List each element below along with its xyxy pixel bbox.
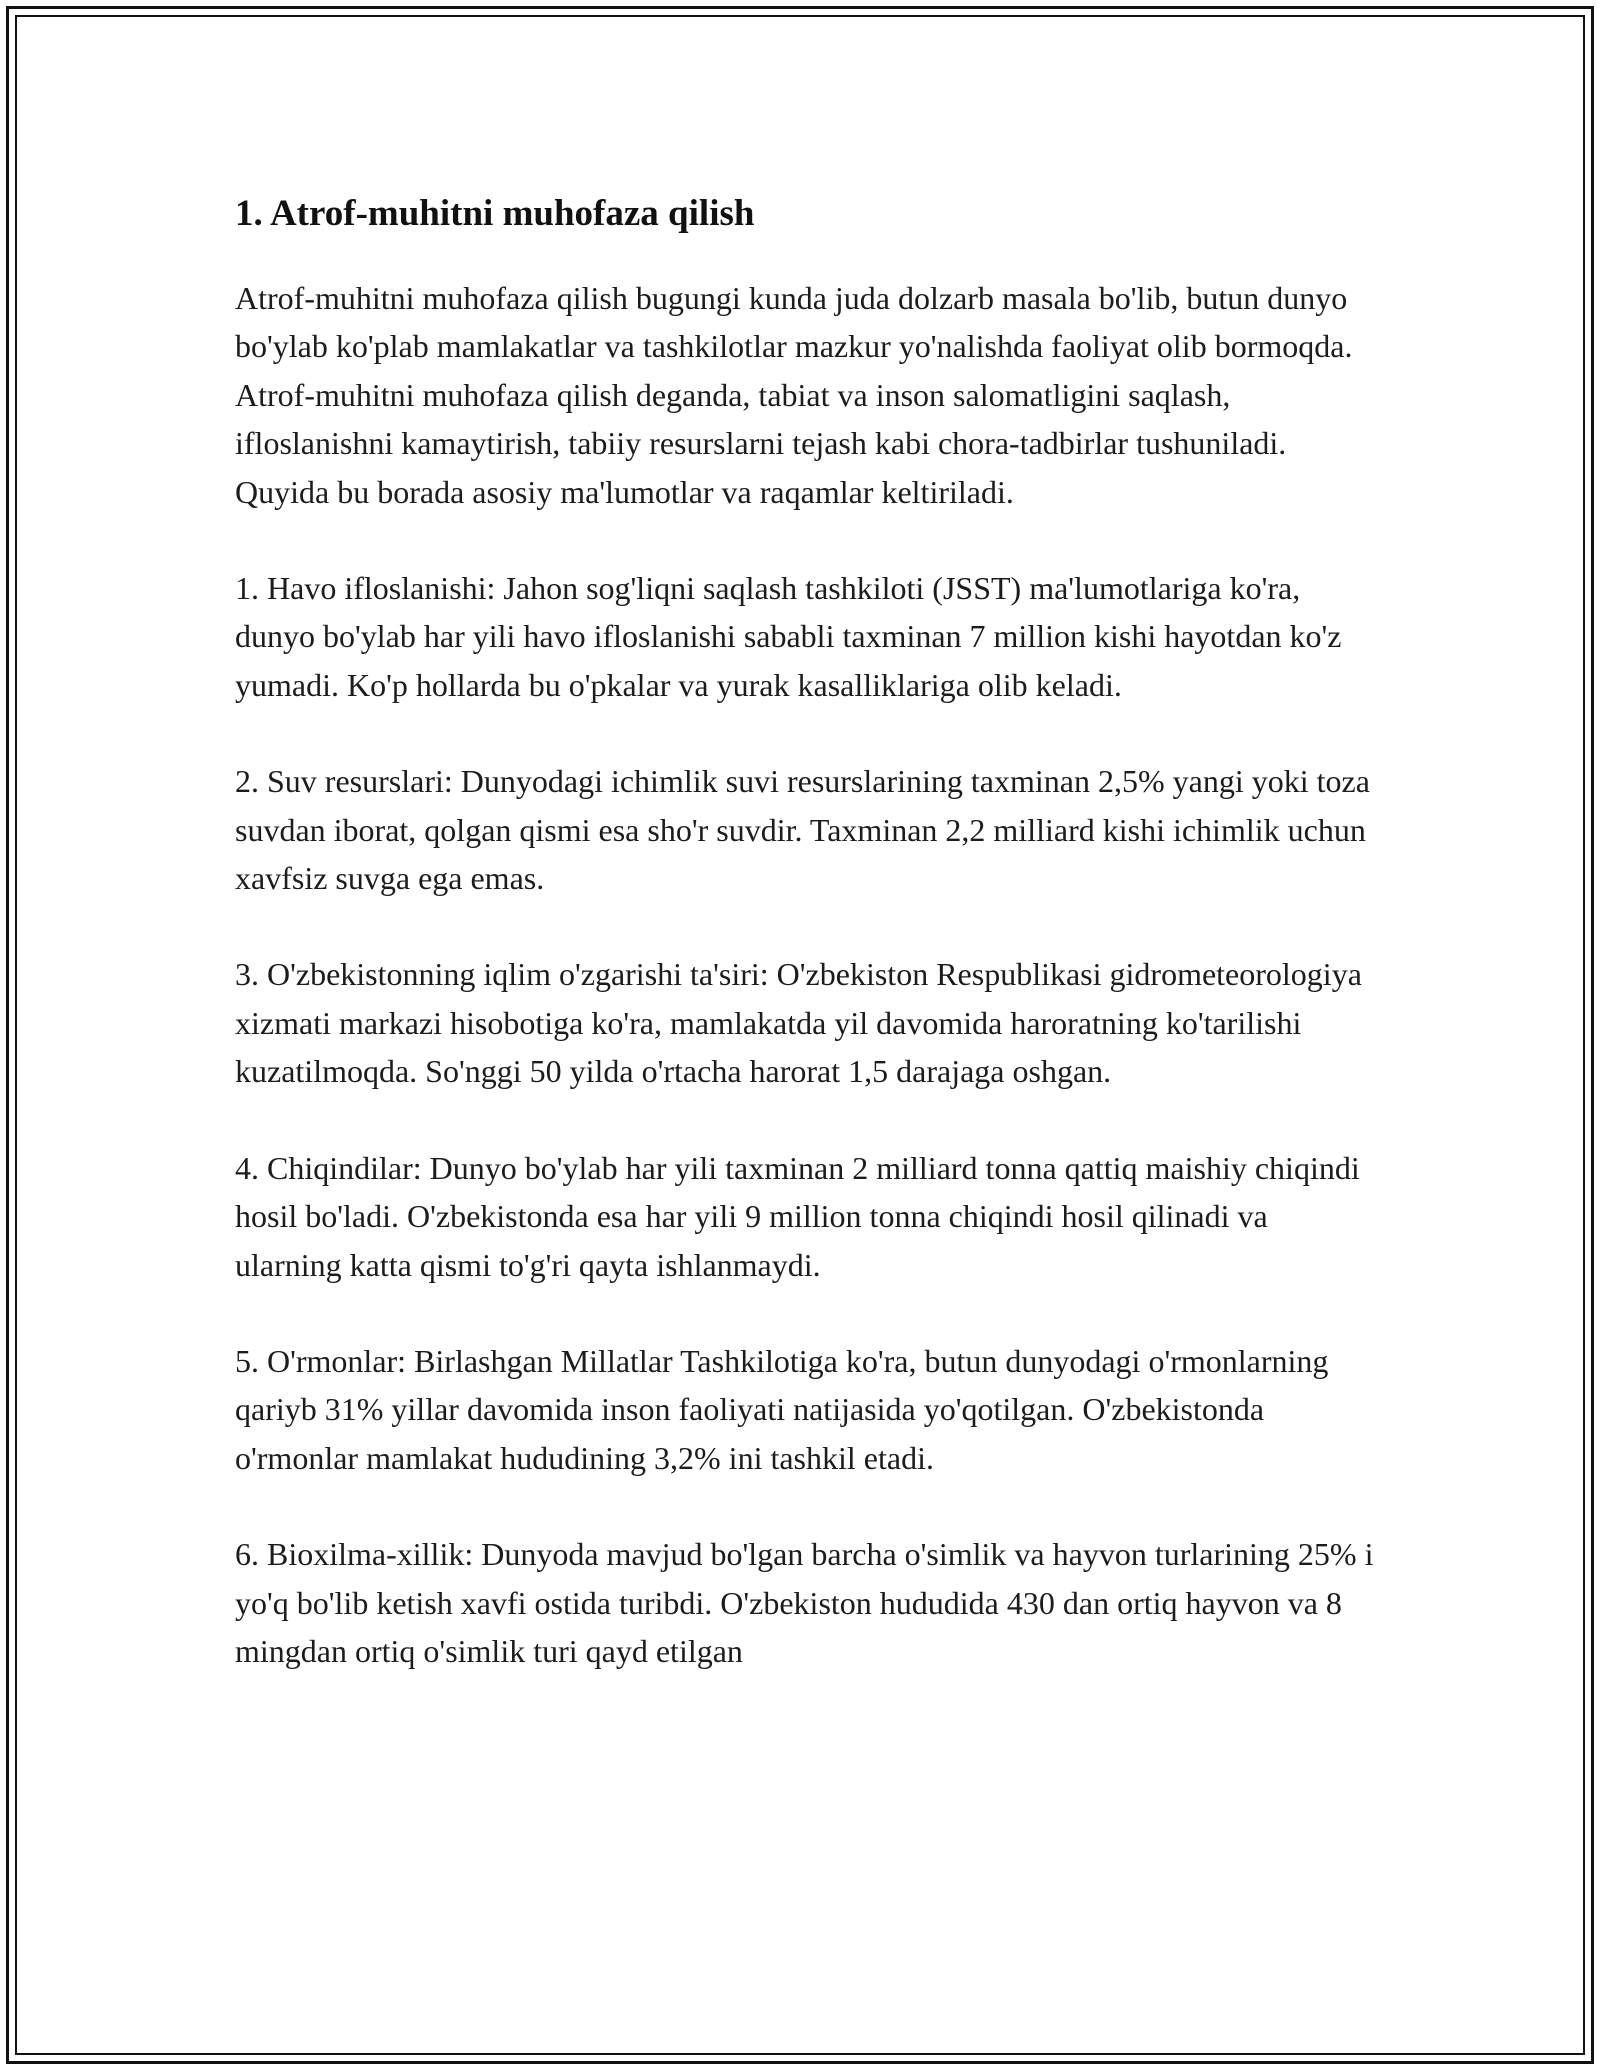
paragraph-water-resources: 2. Suv resurslari: Dunyodagi ichimlik suvi resurslarining taxminan 2,5% yangi yoki toza suvdan iborat, qolgan qismi esa sho'r suvdir. Taxminan 2,2 milliard kishi ichimlik uchun xavfsiz suvga ega emas. xyxy=(235,763,1370,897)
document-body xyxy=(235,186,1375,1723)
paragraph-air-pollution: 1. Havo ifloslanishi: Jahon sog'liqni saqlash tashkiloti (JSST) ma'lumotlariga ko'ra, dunyo bo'ylab har yili havo ifloslanishi sababli taxminan 7 million kishi hayotdan ko'z yumadi. Ko'p hollarda bu o'pkalar va yurak kasalliklariga olib keladi. xyxy=(235,570,1342,703)
document-title: 1. Atrof-muhitni muhofaza qilish xyxy=(235,193,755,234)
paragraph-waste: 4. Chiqindilar: Dunyo bo'ylab har yili taxminan 2 milliard tonna qattiq maishiy chiqindi hosil bo'ladi. O'zbekistonda esa har yili 9 million tonna chiqindi hosil qilinadi va ularning katta qismi to'g'ri qayta ishlanmaydi. xyxy=(235,1149,1360,1283)
intro-paragraph: Atrof-muhitni muhofaza qilish bugungi kunda juda dolzarb masala bo'lib, butun dunyo bo'ylab ko'plab mamlakatlar va tashkilotlar mazkur yo'nalishda faoliyat olib bormoqda. Atrof-muhitni muhofaza qilish deganda, tabiat va inson salomatligini saqlash, ifloslanishni kamaytirish, tabiiy resurslarni tejash kabi chora-tadbirlar tushuniladi. Quyida bu borada asosiy ma'lumotlar va raqamlar keltiriladi. xyxy=(235,280,1353,510)
paragraph-biodiversity: 6. Bioxilma-xillik: Dunyoda mavjud bo'lgan barcha o'simlik va hayvon turlarining 25% i yo'q bo'lib ketish xavfi ostida turibdi. O'zbekiston hududida 430 dan ortiq hayvon va 8 mingdan ortiq o'simlik turi qayd etilgan xyxy=(235,1536,1374,1669)
paragraph-forests: 5. O'rmonlar: Birlashgan Millatlar Tashkilotiga ko'ra, butun dunyodagi o'rmonlarning qariyb 31% yillar davomida inson faoliyati natijasida yo'qotilgan. O'zbekistonda o'rmonlar mamlakat hududining 3,2% ini tashkil etadi. xyxy=(235,1342,1329,1476)
paragraph-climate-change: 3. O'zbekistonning iqlim o'zgarishi ta'siri: O'zbekiston Respublikasi gidrometeorologiya xizmati markazi hisobotiga ko'ra, mamlakatda yil davomida haroratning ko'tarilishi kuzatilmoqda. So'nggi 50 yilda o'rtacha harorat 1,5 darajaga oshgan. xyxy=(235,956,1362,1090)
